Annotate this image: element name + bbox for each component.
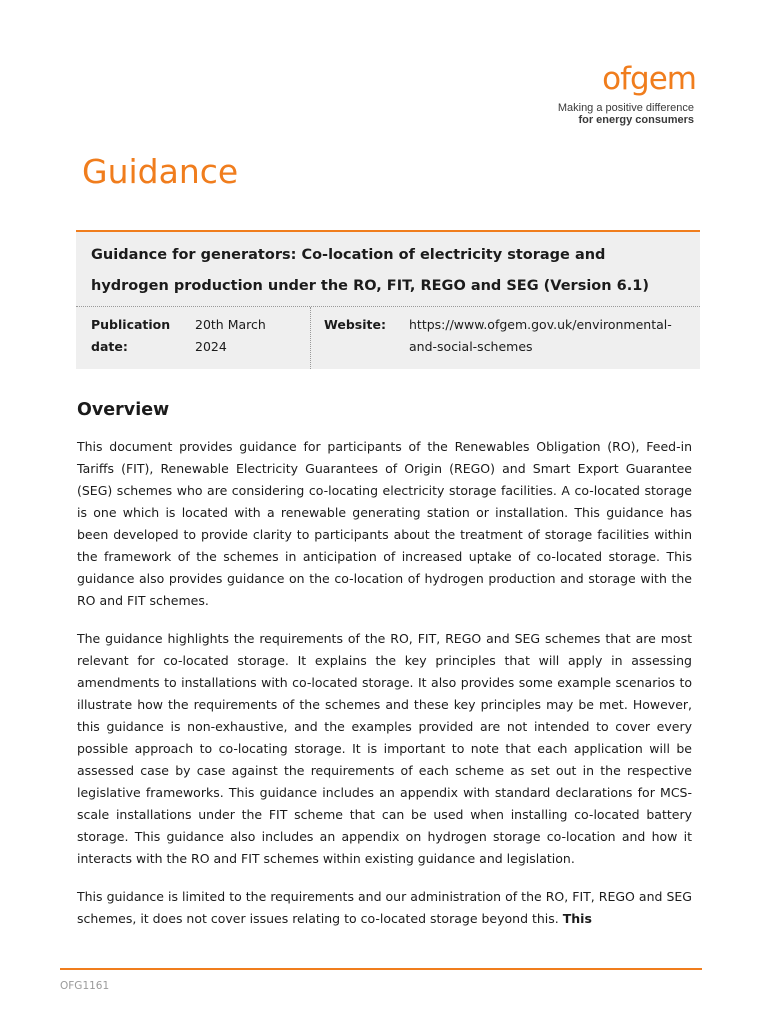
overview-paragraph-3-bold: This	[562, 911, 592, 926]
website-link-line2[interactable]: and-social-schemes	[409, 339, 533, 354]
overview-heading: Overview	[77, 400, 170, 420]
publication-date-line2: 2024	[195, 339, 227, 354]
website-link-line1[interactable]: https://www.ofgem.gov.uk/environmental-	[409, 317, 672, 332]
overview-paragraph-1: This document provides guidance for participants of the Renewables Obligation (RO), Feed-in Tariffs (FIT), Renewable Electricity Guarantees of Origin (REGO) and Smart Export Guarantee (SEG) schemes who are considering co-locating electricity storage facilities. A co-located storage is one which is located with a renewable generating station or installation. This guidance has been developed to provide clarity to participants about the treatment of storage facilities within the framework of the schemes in anticipation of increased uptake of co-located storage. This guidance also provides guidance on the co-location of hydrogen production and storage with the RO and FIT schemes.	[77, 439, 692, 608]
ofgem-logo	[558, 62, 694, 126]
logo-tagline-1: Making a positive difference	[557, 102, 694, 114]
document-info-box	[76, 230, 700, 369]
publication-date-line1: 20th March	[195, 317, 266, 332]
document-title: Guidance for generators: Co-location of electricity storage and hydrogen production under the RO, FIT, REGO and SEG (Version 6.1)	[76, 232, 700, 307]
logo-tagline-2: for energy consumers	[578, 114, 694, 126]
publication-label	[91, 314, 170, 358]
footer-rule	[60, 968, 702, 970]
publication-date	[195, 314, 266, 358]
overview-paragraph-2: The guidance highlights the requirements of the RO, FIT, REGO and SEG schemes that are most relevant for co-located storage. It explains the key principles that will apply in assessing amendments to installations with co-located storage. It also provides some example scenarios to illustrate how the requirements of the schemes and these key principles may be met. However, this guidance is non-exhaustive, and the examples provided are not intended to cover every possible approach to co-locating storage. It is important to note that each application will be assessed case by case against the requirements of each scheme as set out in the respective legislative frameworks. This guidance includes an appendix with standard declarations for MCS-scale installations under the FIT scheme that can be used when installing co-located battery storage. This guidance also includes an appendix on hydrogen storage co-location and how it interacts with the RO and FIT schemes within existing guidance and legislation.	[77, 631, 692, 866]
website-link[interactable]	[409, 314, 672, 358]
overview-paragraph-3-text: This guidance is limited to the requirements and our administration of the RO, FIT, REGO and SEG schemes, it does not cover issues relating to co-located storage beyond this.	[77, 889, 692, 926]
publication-label-line1: Publication	[91, 317, 171, 332]
logo-wordmark: ofgem	[602, 61, 696, 97]
page-heading: Guidance	[82, 152, 239, 191]
publication-label-line2: date:	[91, 339, 128, 354]
document-code: OFG1161	[60, 980, 110, 992]
website-label: Website:	[324, 317, 386, 332]
overview-paragraph-3	[77, 886, 692, 930]
document-meta	[76, 307, 700, 369]
meta-divider	[310, 307, 311, 369]
